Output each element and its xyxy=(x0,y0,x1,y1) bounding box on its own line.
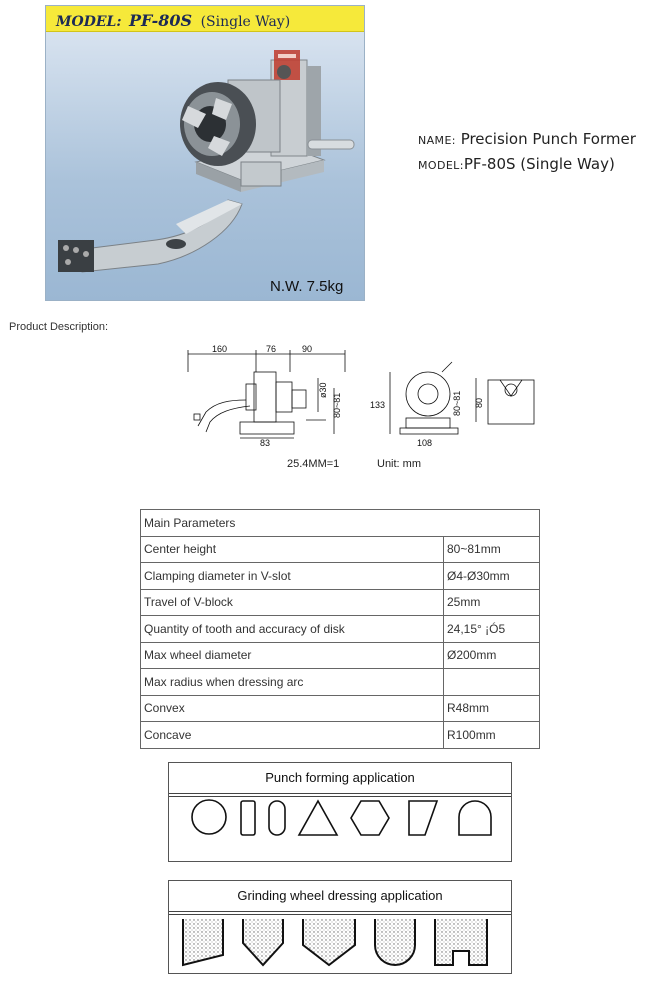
table-row xyxy=(141,563,540,590)
grinding-dressing-title: Grinding wheel dressing application xyxy=(169,881,511,915)
obround-shape-icon xyxy=(269,801,285,835)
table-row xyxy=(141,695,540,722)
param-name: Concave xyxy=(141,722,444,749)
table-header-row xyxy=(141,510,540,537)
table-row xyxy=(141,642,540,669)
circle-shape-icon xyxy=(192,800,226,834)
table-row xyxy=(141,722,540,749)
round-profile-icon xyxy=(375,919,415,965)
net-weight: N.W. 7.5kg xyxy=(270,278,344,295)
param-value: Ø200mm xyxy=(444,642,540,669)
table-row xyxy=(141,616,540,643)
param-value: 25mm xyxy=(444,589,540,616)
model-suffix: (Single Way) xyxy=(200,14,291,30)
name-key: NAME: xyxy=(418,134,456,147)
product-info xyxy=(418,130,636,180)
param-name: Clamping diameter in V-slot xyxy=(141,563,444,590)
param-name: Max wheel diameter xyxy=(141,642,444,669)
grinding-dressing-panel xyxy=(168,880,512,974)
model-value: PF-80S (Single Way) xyxy=(463,155,615,173)
punch-shapes xyxy=(169,797,511,857)
dim-108: 108 xyxy=(417,438,433,448)
table-header: Main Parameters xyxy=(141,510,540,537)
param-name: Center height xyxy=(141,536,444,563)
dim-90: 90 xyxy=(302,344,313,354)
angled-profile-icon xyxy=(183,919,223,965)
dim-160: 160 xyxy=(212,344,228,354)
dim-76: 76 xyxy=(266,344,277,354)
product-description-label: Product Description: xyxy=(9,321,109,333)
dim-80-81-a: 80~81 xyxy=(332,392,342,418)
table-row xyxy=(141,669,540,696)
model-key: MODEL: xyxy=(418,159,464,172)
table-row xyxy=(141,589,540,616)
param-value: R100mm xyxy=(444,722,540,749)
model-header xyxy=(46,6,364,32)
punch-forming-panel xyxy=(168,762,512,862)
dim-80-81-b: 80~81 xyxy=(452,390,462,416)
dim-83: 83 xyxy=(260,438,271,448)
trapezoid-shape-icon xyxy=(409,801,437,835)
param-value xyxy=(444,669,540,696)
punch-forming-title: Punch forming application xyxy=(169,763,511,797)
triangle-shape-icon xyxy=(299,801,337,835)
conversion-note: 25.4MM=1 xyxy=(287,458,340,470)
hexagon-shape-icon xyxy=(351,801,389,835)
model-label: MODEL: xyxy=(56,14,122,30)
param-name: Quantity of tooth and accuracy of disk xyxy=(141,616,444,643)
dim-o30: ø30 xyxy=(318,382,328,398)
name-value: Precision Punch Former xyxy=(460,130,636,148)
product-photo xyxy=(46,32,365,282)
chevron-profile-icon xyxy=(303,919,355,965)
dim-133: 133 xyxy=(370,400,386,410)
param-value: 24,15° ¡Ó5 xyxy=(444,616,540,643)
table-row xyxy=(141,536,540,563)
product-card xyxy=(45,5,365,301)
param-name: Max radius when dressing arc xyxy=(141,669,444,696)
param-value: 80~81mm xyxy=(444,536,540,563)
param-value: R48mm xyxy=(444,695,540,722)
rectangle-shape-icon xyxy=(241,801,255,835)
model-code: PF-80S xyxy=(128,11,193,30)
pointed-profile-icon xyxy=(243,919,283,965)
arch-shape-icon xyxy=(459,801,491,835)
unit-note: Unit: mm xyxy=(377,458,421,470)
parameters-table xyxy=(140,509,540,749)
param-name: Convex xyxy=(141,695,444,722)
dim-80: 80 xyxy=(474,397,484,408)
param-name: Travel of V-block xyxy=(141,589,444,616)
stepped-profile-icon xyxy=(435,919,487,965)
technical-drawing xyxy=(180,342,550,454)
param-value: Ø4-Ø30mm xyxy=(444,563,540,590)
dressing-profiles xyxy=(169,915,511,971)
